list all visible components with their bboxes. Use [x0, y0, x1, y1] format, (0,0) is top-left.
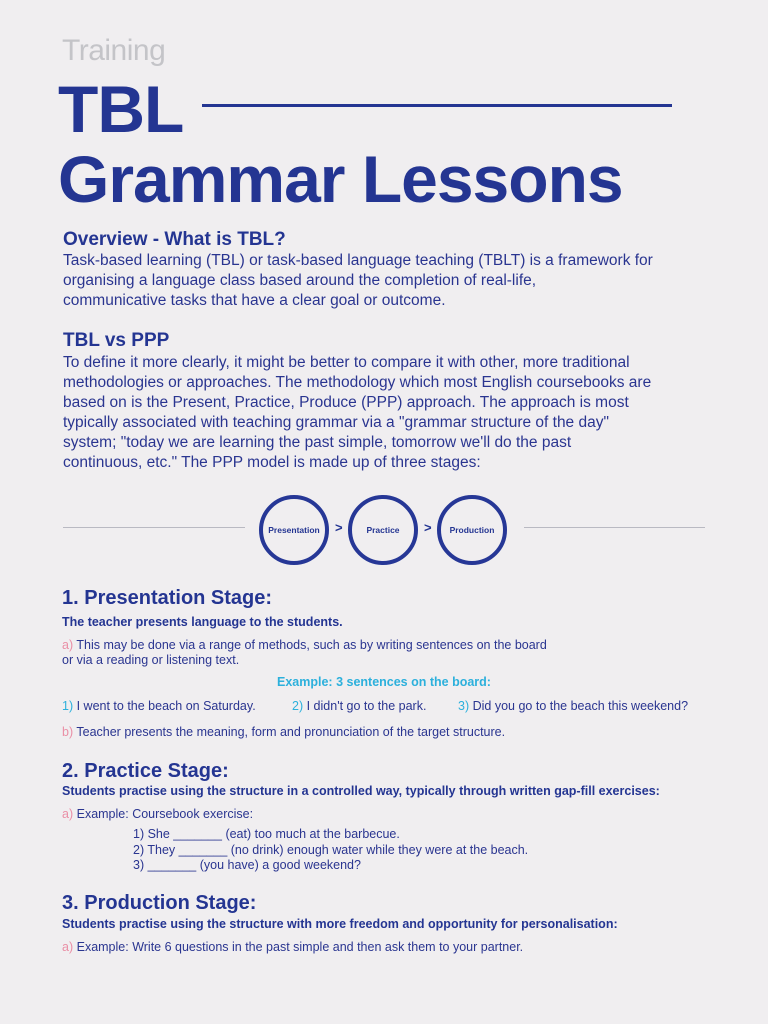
- stage-1-heading: 1. Presentation Stage:: [62, 587, 273, 609]
- chevron-right-icon: >: [424, 520, 432, 535]
- tbl-vs-ppp-heading: TBL vs PPP: [63, 330, 170, 351]
- flow-line-right: [524, 527, 705, 528]
- item-marker: b): [62, 725, 74, 739]
- sentence-text: I went to the beach on Saturday.: [76, 699, 256, 713]
- example-sentence-2: [292, 699, 426, 714]
- overview-line: organising a language class based around the completion of real-life,: [63, 272, 537, 289]
- stage-3-item-a: [62, 940, 523, 955]
- stage-1-subheading: The teacher presents language to the students.: [62, 615, 343, 629]
- flow-step-presentation: Presentation: [259, 495, 329, 565]
- stage-2-heading: 2. Practice Stage:: [62, 760, 229, 782]
- list-item: 2) They _______ (no drink) enough water while they were at the beach.: [133, 842, 529, 857]
- overview-paragraph: [63, 251, 653, 311]
- page-title-line-1: TBL: [58, 72, 184, 146]
- item-text: Teacher presents the meaning, form and pronunciation of the target structure.: [76, 725, 506, 739]
- item-marker: a): [62, 638, 74, 652]
- list-item: 3) _______ (you have) a good weekend?: [133, 858, 361, 872]
- example-title: Example: 3 sentences on the board:: [277, 675, 491, 689]
- item-marker: a): [62, 807, 74, 821]
- flow-step-practice: Practice: [348, 495, 418, 565]
- item-text: Example: Write 6 questions in the past simple and then ask them to your partner.: [76, 940, 524, 954]
- stage-3-heading: 3. Production Stage:: [62, 892, 257, 914]
- sentence-text: I didn't go to the park.: [306, 699, 427, 713]
- sentence-number: 3): [458, 699, 470, 713]
- example-sentence-3: [458, 699, 688, 714]
- tbl-vs-ppp-line: methodologies or approaches. The methodology which most English coursebooks are: [63, 374, 652, 391]
- example-sentence-1: [62, 699, 256, 714]
- sentence-text: Did you go to the beach this weekend?: [472, 699, 689, 713]
- tbl-vs-ppp-line: system; "today we are learning the past simple, tomorrow we'll do the past: [63, 434, 572, 451]
- stage-3-subheading: Students practise using the structure with more freedom and opportunity for personalisation:: [62, 917, 618, 931]
- stage-1-item-b: [62, 725, 505, 740]
- page-title-line-2: Grammar Lessons: [58, 142, 623, 216]
- overview-line: communicative tasks that have a clear goal or outcome.: [63, 292, 446, 309]
- overview-line: Task-based learning (TBL) or task-based language teaching (TBLT) is a framework for: [63, 252, 653, 269]
- stage-2-subheading: Students practise using the structure in a controlled way, typically through written gap-fill exercises:: [62, 784, 660, 798]
- tbl-vs-ppp-line: typically associated with teaching grammar via a "grammar structure of the day": [63, 414, 609, 431]
- flow-step-production: Production: [437, 495, 507, 565]
- item-marker: a): [62, 940, 74, 954]
- kicker-label: Training: [62, 34, 166, 67]
- item-text: This may be done via a range of methods, such as by writing sentences on the board: [76, 638, 547, 652]
- flow-line-left: [63, 527, 245, 528]
- exercise-list: [133, 827, 528, 874]
- overview-heading: Overview - What is TBL?: [63, 229, 286, 250]
- item-text: Example: Coursebook exercise:: [76, 807, 254, 821]
- tbl-vs-ppp-line: based on is the Present, Practice, Produce (PPP) approach. The approach is most: [63, 394, 629, 411]
- title-divider: [202, 104, 672, 107]
- sentence-number: 2): [292, 699, 304, 713]
- tbl-vs-ppp-paragraph: [63, 353, 651, 473]
- stage-2-item-a: [62, 807, 253, 822]
- tbl-vs-ppp-line: To define it more clearly, it might be better to compare it with other, more traditional: [63, 354, 630, 371]
- list-item: 1) She _______ (eat) too much at the barbecue.: [133, 827, 400, 841]
- sentence-number: 1): [62, 699, 74, 713]
- chevron-right-icon: >: [335, 520, 343, 535]
- tbl-vs-ppp-line: continuous, etc." The PPP model is made up of three stages:: [63, 454, 481, 471]
- stage-1-item-a: [62, 638, 547, 668]
- item-text: or via a reading or listening text.: [62, 653, 240, 667]
